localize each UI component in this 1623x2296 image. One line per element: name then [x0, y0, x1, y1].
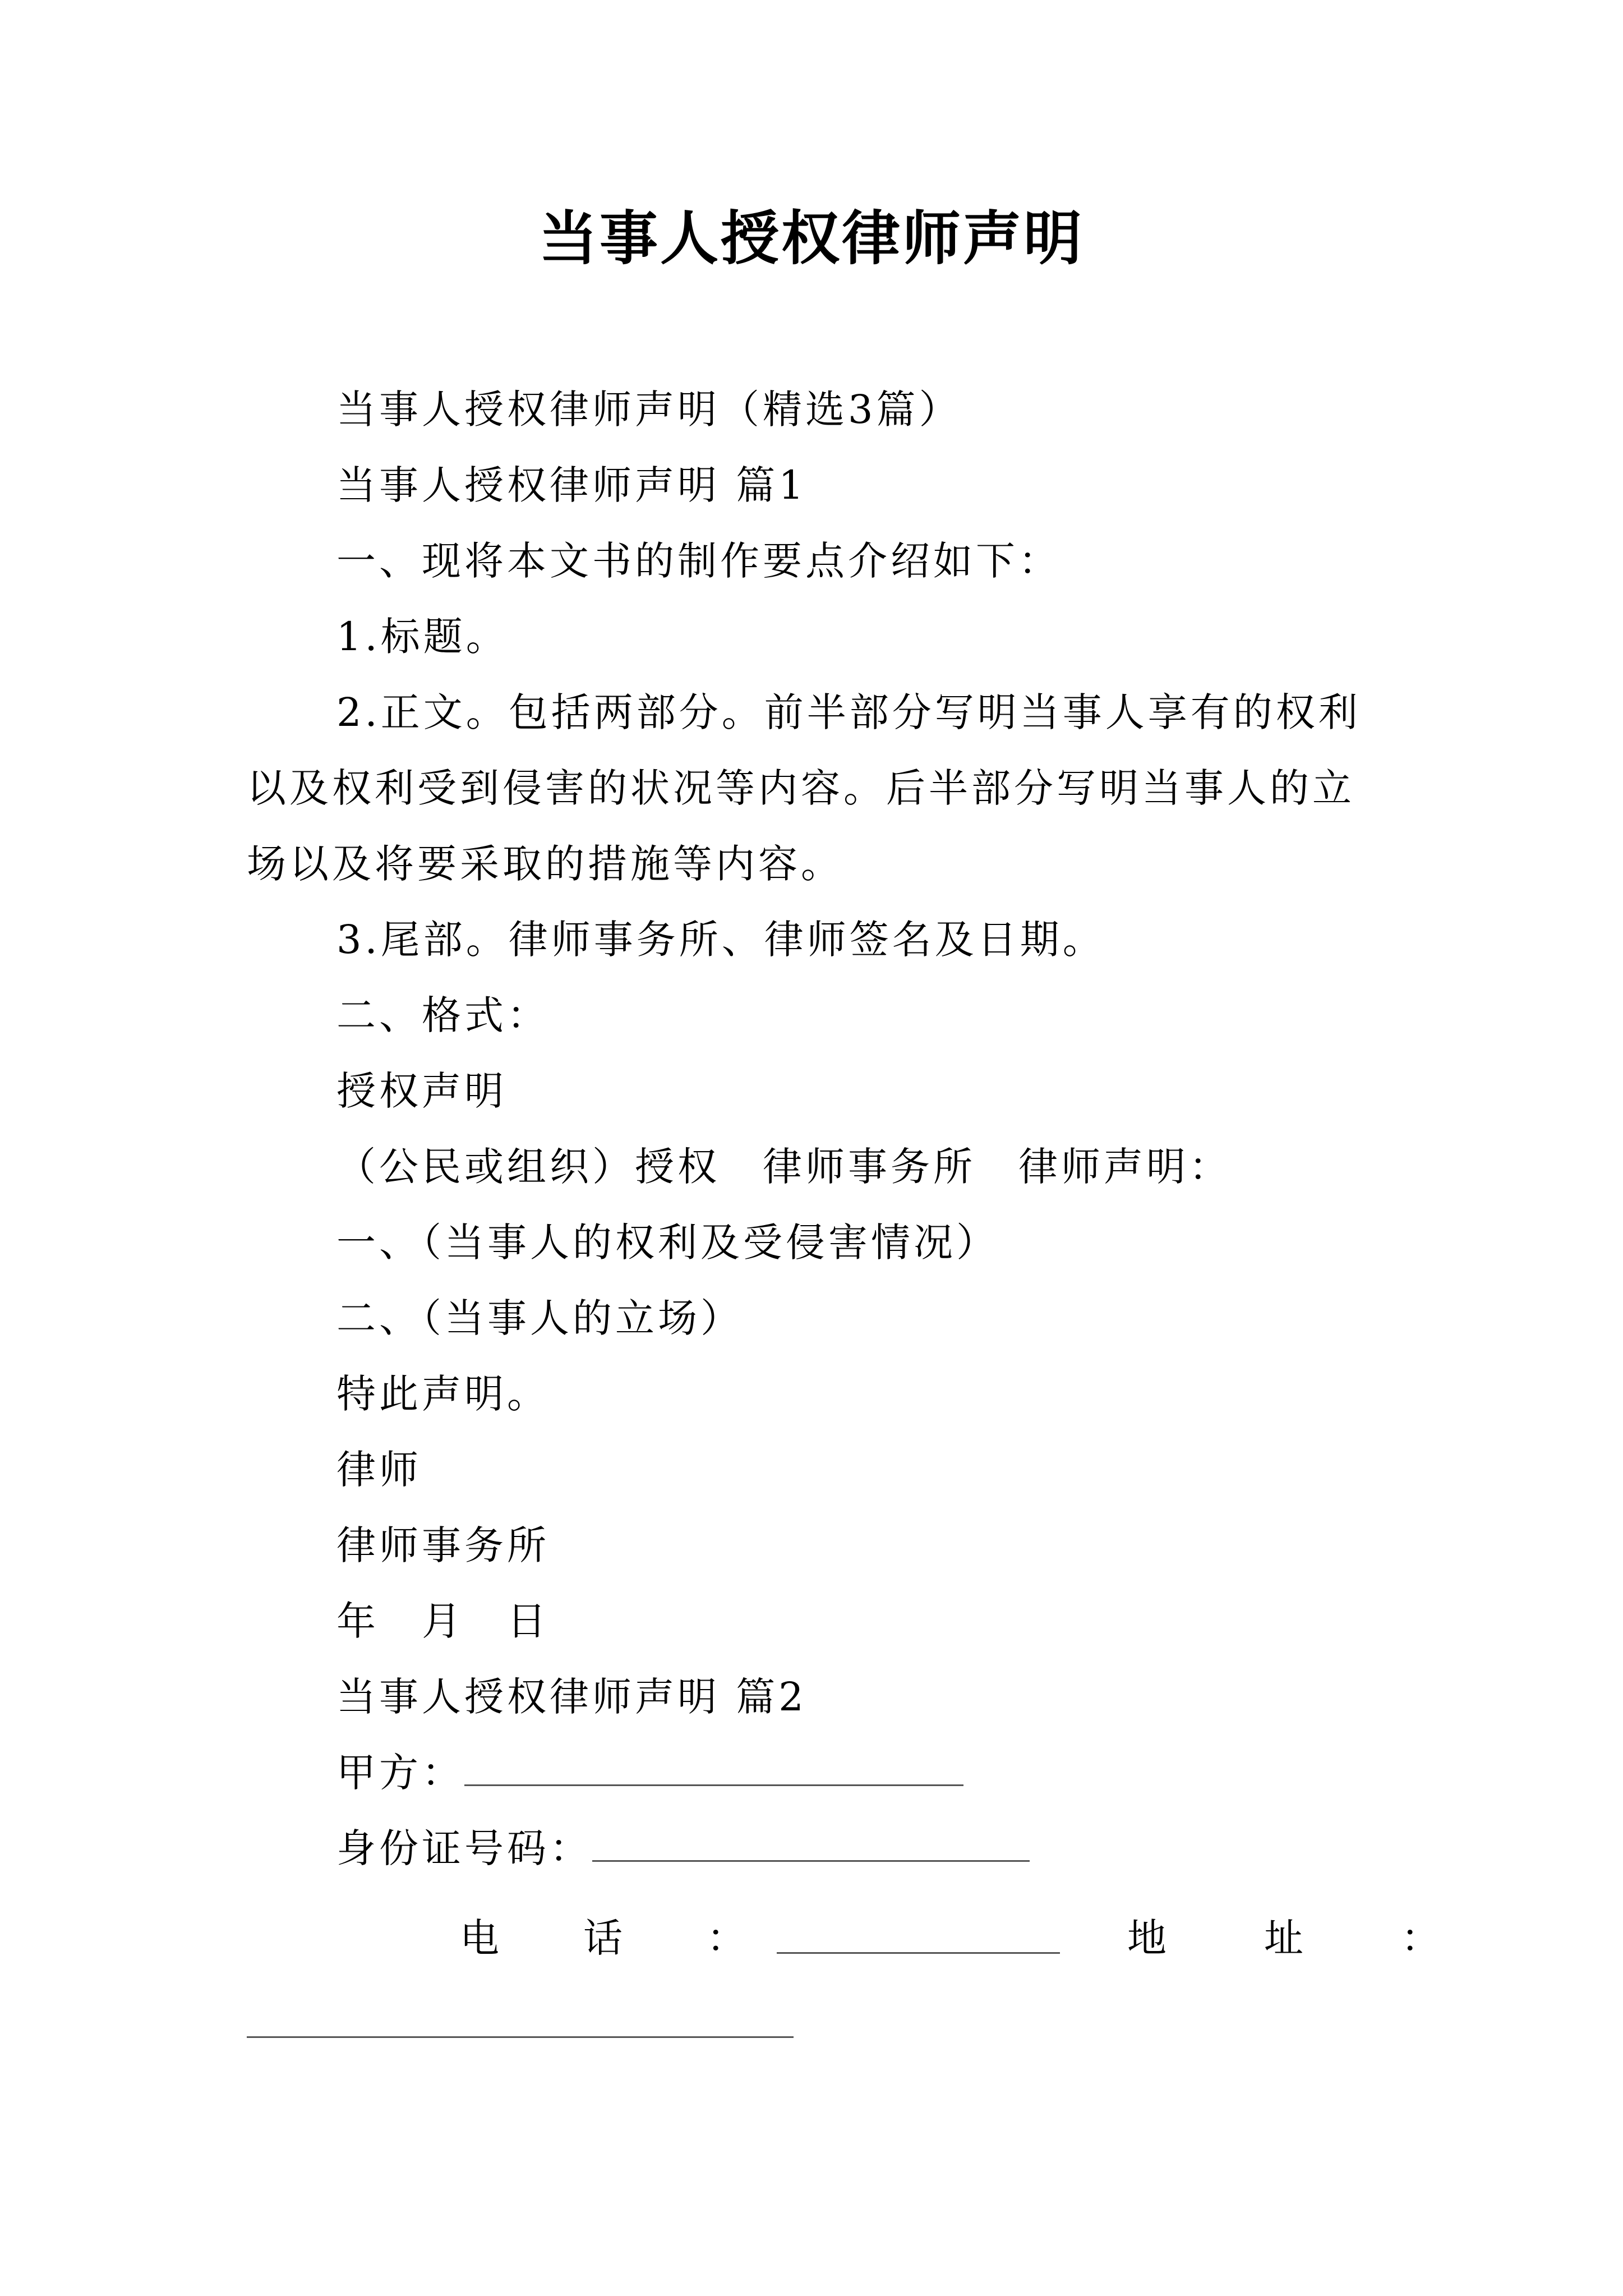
paragraph-line: 特此声明。	[336, 1371, 550, 1417]
party-a-label: 甲方：	[336, 1750, 464, 1796]
paragraph-line: 2.正文。包括两部分。前半部分写明当事人享有的权利	[336, 689, 1361, 735]
paragraph-line: 以及权利受到侵害的状况等内容。后半部分写明当事人的立	[247, 765, 1355, 811]
document-title: 当事人授权律师声明	[538, 204, 1084, 273]
section-heading-2: 当事人授权律师声明 篇2	[336, 1674, 807, 1720]
id-number-line	[336, 1820, 1030, 1876]
paragraph-line: 一、现将本文书的制作要点介绍如下：	[336, 538, 1061, 584]
paragraph-line: 一、（当事人的权利及受侵害情况）	[336, 1220, 999, 1266]
paragraph-line: 二、（当事人的立场）	[336, 1295, 743, 1341]
paragraph-line: 律师事务所	[336, 1522, 550, 1568]
section-heading-1: 当事人授权律师声明 篇1	[336, 462, 807, 508]
phone-label: 电 话 ：	[460, 1915, 768, 1961]
paragraph-line: 年 月 日	[336, 1598, 550, 1644]
paragraph-line: 场以及将要采取的措施等内容。	[247, 841, 843, 887]
address-blank	[247, 1997, 794, 2038]
paragraph-line: 律师	[336, 1447, 422, 1493]
phone-blank	[777, 1913, 1060, 1954]
paragraph-line: 3.尾部。律师事务所、律师签名及日期。	[336, 917, 1105, 963]
party-a-blank	[464, 1745, 963, 1786]
subtitle-line: 当事人授权律师声明（精选3篇）	[336, 386, 962, 432]
paragraph-line: （公民或组织）授权 律师事务所 律师声明：	[336, 1144, 1232, 1190]
id-number-blank	[592, 1821, 1030, 1862]
id-number-label: 身份证号码：	[336, 1825, 592, 1871]
address-label: 地 址 ：	[1127, 1915, 1469, 1961]
party-a-line	[336, 1745, 963, 1801]
paragraph-line: 二、格式：	[336, 992, 550, 1038]
paragraph-line: 授权声明	[336, 1068, 507, 1114]
paragraph-line: 1.标题。	[336, 614, 509, 660]
